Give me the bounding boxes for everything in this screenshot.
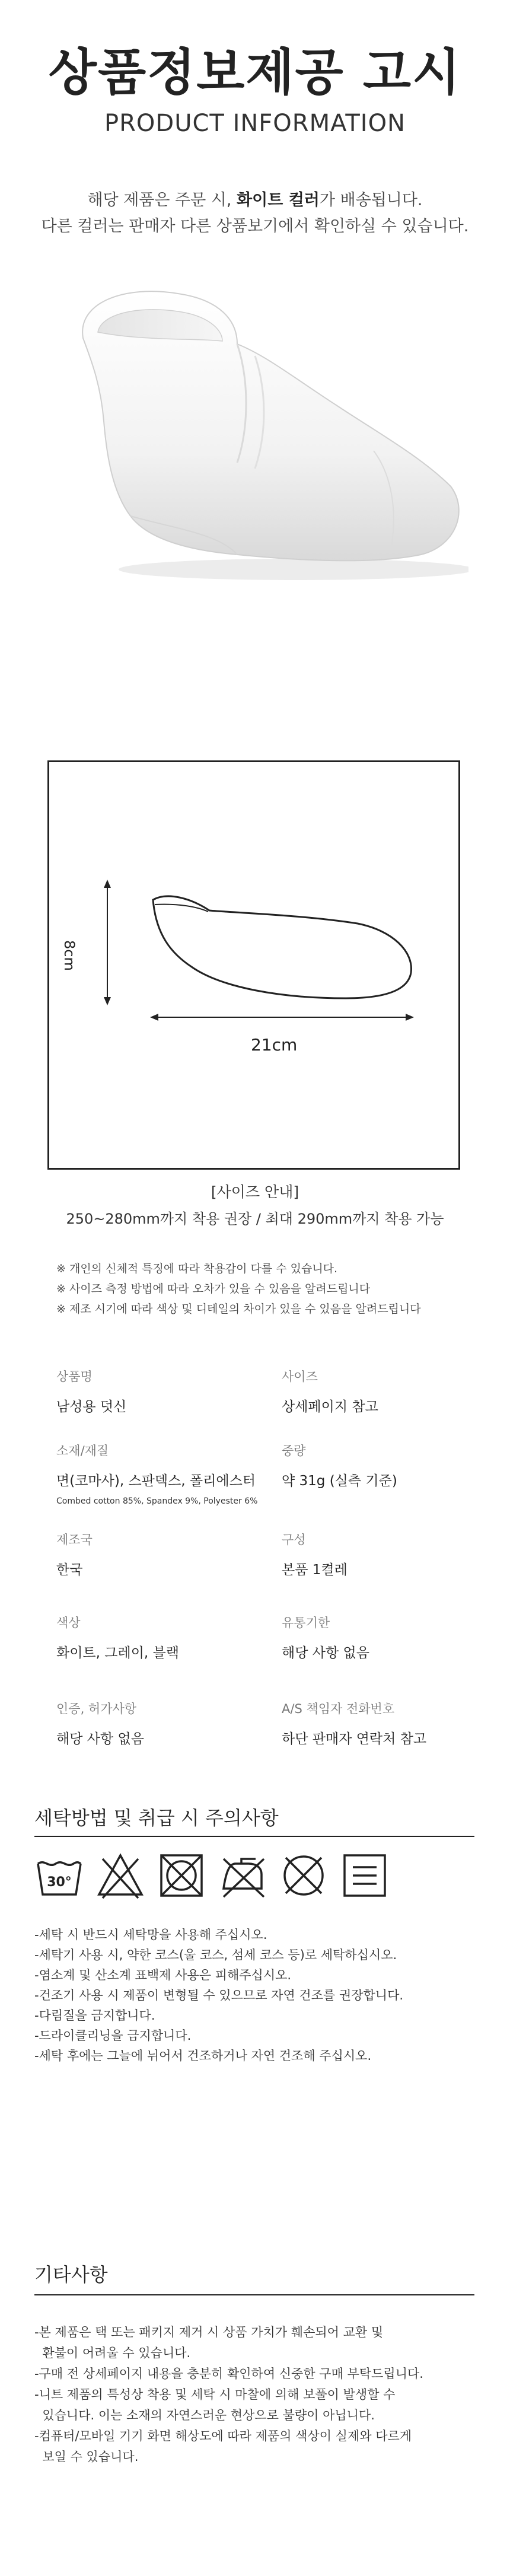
spec-subvalue: Combed cotton 85%, Spandex 9%, Polyester 6% <box>56 1496 258 1506</box>
washing-item: -세탁기 사용 시, 약한 코스(울 코스, 섬세 코스 등)로 세탁하십시오. <box>34 1948 397 1962</box>
washing-item: -드라이클리닝을 금지합니다. <box>34 2029 192 2043</box>
etc-item: -니트 제품의 특성상 착용 및 세탁 시 마찰에 의해 보풀이 발생할 수 <box>34 2387 396 2402</box>
no-tumble-dry-icon <box>157 1851 206 1900</box>
no-bleach-icon <box>95 1851 145 1900</box>
etc-item: 환불이 어려울 수 있습니다. <box>34 2346 191 2360</box>
spec-value: 해당 사항 없음 <box>56 1731 144 1747</box>
height-label: 8cm <box>61 940 78 971</box>
color-notice-line2: 다른 컬러는 판매자 다른 상품보기에서 확인하실 수 있습니다. <box>41 217 469 235</box>
spec-expiry <box>282 1613 369 1661</box>
size-note: ※ 개인의 신체적 특징에 따라 착용감이 다를 수 있습니다. <box>56 1262 338 1275</box>
washing-icons <box>34 1851 402 1900</box>
no-dry-clean-icon <box>279 1851 329 1900</box>
spec-label: 구성 <box>282 1533 306 1547</box>
page-title: 상품정보제공 고시 <box>48 43 462 101</box>
notice-text: 해당 제품은 주문 시, <box>87 191 237 209</box>
spec-label: 제조국 <box>56 1533 93 1547</box>
color-notice-line1 <box>0 187 510 214</box>
spec-label: 유통기한 <box>282 1616 330 1630</box>
spec-value: 본품 1켤레 <box>282 1562 348 1578</box>
spec-as-contact <box>282 1699 426 1747</box>
notice-highlight: 화이트 컬러 <box>237 191 320 209</box>
spec-certification <box>56 1699 144 1747</box>
washing-item: -다림질을 금지합니다. <box>34 2008 155 2023</box>
notice-text-end: 가 배송됩니다. <box>319 191 423 209</box>
etc-item: -본 제품은 택 또는 패키지 제거 시 상품 가치가 훼손되어 교환 및 <box>34 2325 384 2339</box>
etc-title: 기타사항 <box>34 2263 108 2286</box>
etc-item: 보일 수 있습니다. <box>34 2450 139 2464</box>
spec-weight <box>282 1441 397 1489</box>
spec-value: 해당 사항 없음 <box>282 1645 369 1661</box>
spec-label: 소재/재질 <box>56 1444 109 1458</box>
color-notice <box>0 187 510 240</box>
spec-value: 면(코마사), 스판덱스, 폴리에스터 <box>56 1473 256 1489</box>
dry-flat-icon <box>340 1851 390 1900</box>
spec-label: 인증, 허가사항 <box>56 1702 137 1716</box>
spec-value: 화이트, 그레이, 블랙 <box>56 1645 179 1661</box>
size-notes <box>56 1259 421 1319</box>
size-note: ※ 사이즈 측정 방법에 따라 오차가 있을 수 있음을 알려드립니다 <box>56 1282 371 1295</box>
no-iron-icon <box>218 1851 267 1900</box>
spec-value: 하단 판매자 연락처 참고 <box>282 1731 427 1747</box>
washing-divider <box>34 1836 474 1837</box>
washing-item: -세탁 후에는 그늘에 뉘어서 건조하거나 자연 건조해 주십시오. <box>34 2049 372 2063</box>
etc-notes <box>34 2322 423 2467</box>
spec-label: 상품명 <box>56 1370 93 1384</box>
spec-value: 약 31g (실측 기준) <box>282 1473 397 1489</box>
washing-item: -건조기 사용 시 제품이 변형될 수 있으므로 자연 건조를 권장합니다. <box>34 1988 404 2002</box>
spec-value: 상세페이지 참고 <box>282 1399 378 1415</box>
size-guide-title: [사이즈 안내] <box>211 1183 299 1201</box>
spec-color <box>56 1613 179 1661</box>
spec-label: 색상 <box>56 1616 81 1630</box>
etc-item: 있습니다. 이는 소재의 자연스러운 현상으로 불량이 아닙니다. <box>34 2408 375 2422</box>
spec-origin <box>56 1530 93 1578</box>
wash-temp-label: 30° <box>47 1875 72 1890</box>
length-label: 21cm <box>251 1035 298 1055</box>
washing-title: 세탁방법 및 취급 시 주의사항 <box>34 1807 279 1829</box>
spec-label: 사이즈 <box>282 1370 318 1384</box>
spec-size <box>282 1367 378 1415</box>
sock-photo <box>42 261 468 593</box>
spec-product-name <box>56 1367 126 1415</box>
etc-item: -구매 전 상세페이지 내용을 충분히 확인하여 신중한 구매 부탁드립니다. <box>34 2367 423 2381</box>
size-diagram <box>47 760 460 1170</box>
size-note: ※ 제조 시기에 따라 색상 및 디테일의 차이가 있을 수 있음을 알려드립니다 <box>56 1303 421 1316</box>
spec-material <box>56 1441 257 1506</box>
spec-value: 남성용 덧신 <box>56 1399 127 1415</box>
size-guide-description: 250~280mm까지 착용 권장 / 최대 290mm까지 착용 가능 <box>66 1211 444 1227</box>
etc-divider <box>34 2294 474 2295</box>
washing-item: -세탁 시 반드시 세탁망을 사용해 주십시오. <box>34 1928 267 1942</box>
spec-label: 중량 <box>282 1444 306 1458</box>
size-diagram-drawing <box>49 762 458 1168</box>
washing-instructions <box>34 1925 403 2066</box>
spec-label: A/S 책임자 전화번호 <box>282 1702 395 1716</box>
spec-value: 한국 <box>56 1562 83 1578</box>
spec-composition <box>282 1530 348 1578</box>
etc-item: -컴퓨터/모바일 기기 화면 해상도에 따라 제품의 색상이 실제와 다르게 <box>34 2429 412 2443</box>
wash-30-icon <box>34 1851 84 1900</box>
washing-item: -염소계 및 산소계 표백제 사용은 피해주십시오. <box>34 1968 292 1982</box>
page-subtitle: PRODUCT INFORMATION <box>104 110 406 137</box>
